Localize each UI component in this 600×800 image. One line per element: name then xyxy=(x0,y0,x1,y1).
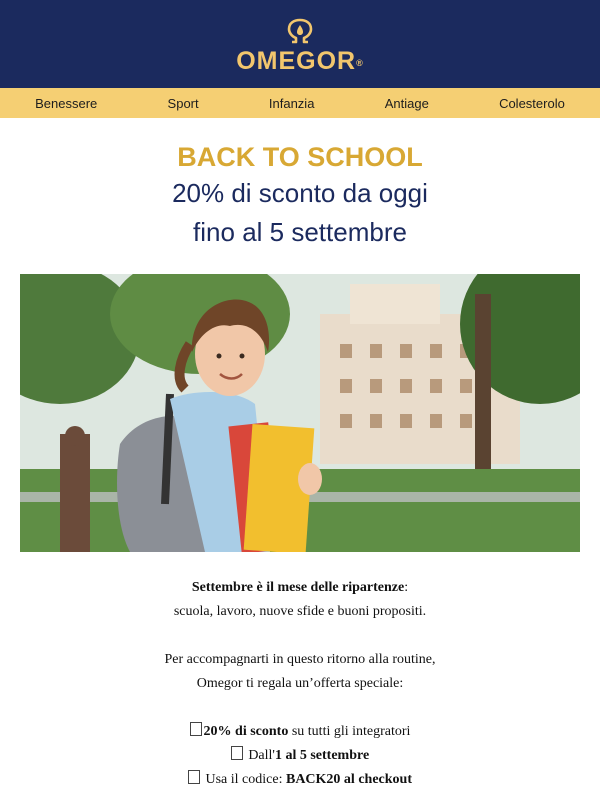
offer-code-line xyxy=(0,768,600,792)
offer-intro-line: Omegor ti regala un’offerta speciale: xyxy=(196,676,404,691)
intro-bold: Settembre è il mese delle ripartenze xyxy=(191,580,405,595)
hero-date-line: fino al 5 settembre xyxy=(193,217,407,247)
offer-dates-line xyxy=(0,744,600,768)
nav-item-antiage[interactable]: Antiage xyxy=(384,95,429,111)
offer-dates-pre: Dall' xyxy=(248,748,275,763)
intro-line xyxy=(0,576,600,600)
category-nav xyxy=(0,88,600,118)
girl-with-backpack-photo xyxy=(20,274,580,552)
routine-line: Per accompagnarti in questo ritorno alla routine, xyxy=(164,652,436,667)
offer-bullet-icon xyxy=(188,770,200,784)
intro-subline: scuola, lavoro, nuove sfide e buoni propositi. xyxy=(173,604,427,619)
email-body xyxy=(0,576,600,792)
offer-bullet-icon xyxy=(190,722,202,736)
nav-item-sport[interactable]: Sport xyxy=(167,95,199,111)
offer-discount-bold: 20% di sconto xyxy=(203,724,289,739)
offer-discount-rest: su tutti gli integratori xyxy=(288,724,411,739)
hero-discount-line: 20% di sconto da oggi xyxy=(172,178,428,208)
offer-code-pre: Usa il codice: xyxy=(205,772,286,787)
registered-mark: ® xyxy=(356,58,364,68)
hero-headline: BACK TO SCHOOL xyxy=(177,142,423,172)
nav-item-infanzia[interactable]: Infanzia xyxy=(268,95,315,111)
hero-photo[interactable] xyxy=(20,274,580,552)
brand-logo[interactable] xyxy=(236,48,364,74)
nav-item-colesterolo[interactable]: Colesterolo xyxy=(499,95,565,111)
email-header xyxy=(0,0,600,88)
offer-dates-bold: 1 al 5 settembre xyxy=(274,748,370,763)
omega-drop-logo-icon xyxy=(285,18,315,46)
nav-item-benessere[interactable]: Benessere xyxy=(35,95,98,111)
hero-section xyxy=(0,118,600,252)
intro-colon: : xyxy=(404,580,409,595)
offer-bullet-icon xyxy=(231,746,243,760)
offer-code-bold: BACK20 al checkout xyxy=(285,772,412,787)
brand-name: OMEGOR xyxy=(236,47,357,75)
offer-discount-line xyxy=(0,720,600,744)
